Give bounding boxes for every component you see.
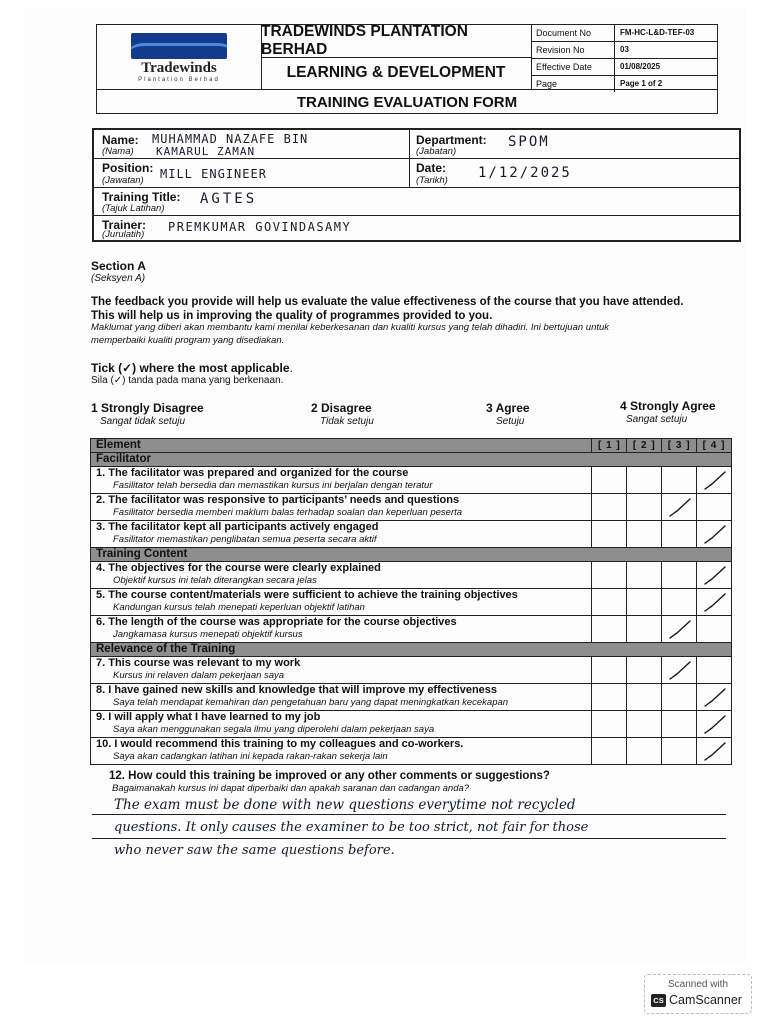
answer-line (92, 838, 726, 839)
evaluation-table (90, 438, 732, 765)
intro-text-ms-1: Maklumat yang diberi akan membantu kami menilai keberkesanan dan kualiti kursus yang telah dihadiri. Ini bertujuan untuk (91, 322, 610, 333)
rating-cell-1[interactable] (591, 711, 626, 737)
meta-key: Document No (531, 25, 615, 41)
scale-1 (91, 401, 204, 427)
category-label: Training Content (96, 548, 188, 560)
rating-cell-4[interactable] (696, 684, 731, 710)
header-col-2: [ 2 ] (626, 439, 661, 452)
rating-cell-4[interactable] (696, 738, 731, 764)
rating-cell-2[interactable] (626, 494, 661, 520)
item-text: 6. The length of the course was appropriate for the course objectives (96, 616, 457, 628)
intro-text-ms-2: memperbaiki kualiti program yang disediakan. (91, 335, 285, 346)
name-label: Name: (102, 133, 139, 147)
table-row (91, 684, 731, 711)
item-text-ms: Fasilitator bersedia memberi maklum balas terhadap soalan dan keperluan peserta (113, 507, 463, 518)
item-description (91, 562, 591, 588)
camscanner-text: CamScanner (669, 993, 742, 1007)
rating-cell-4[interactable] (696, 589, 731, 615)
rating-cell-1[interactable] (591, 657, 626, 683)
meta-row (531, 25, 717, 42)
item-text-ms: Saya telah mendapat kemahiran dan pengetahuan baru yang dapat meningkatkan kecekapan (113, 697, 509, 708)
tick-mark-icon (704, 687, 726, 707)
rating-cell-2[interactable] (626, 616, 661, 642)
rating-cell-3[interactable] (661, 494, 696, 520)
meta-row (531, 42, 717, 59)
meta-value: 01/08/2025 (620, 62, 661, 71)
table-row (91, 562, 731, 589)
table-category-row (91, 548, 731, 562)
camscanner-icon: CS (651, 994, 666, 1007)
table-row (91, 711, 731, 738)
name-value-line1[interactable]: MUHAMMAD NAZAFE BIN (152, 132, 309, 146)
rating-cell-2[interactable] (626, 467, 661, 493)
info-row-title (94, 187, 739, 216)
position-label: Position: (102, 161, 154, 175)
meta-value: 03 (620, 45, 629, 54)
q12-answer-line2[interactable]: questions. It only causes the examiner to be too strict, not fair for those (114, 820, 589, 835)
scale-2 (311, 401, 374, 427)
form-title: TRAINING EVALUATION FORM (97, 89, 717, 114)
header-element: Element (96, 439, 141, 451)
scale-label: 2 Disagree (311, 401, 372, 415)
meta-value: Page 1 of 2 (620, 79, 663, 88)
category-label: Facilitator (96, 453, 151, 465)
header-col-3: [ 3 ] (661, 439, 696, 452)
rating-cell-1[interactable] (591, 494, 626, 520)
info-row-trainer (94, 215, 739, 240)
department-name: LEARNING & DEVELOPMENT (261, 57, 532, 89)
item-description (91, 494, 591, 520)
item-text: 5. The course content/materials were sufficient to achieve the training objectives (96, 589, 518, 601)
company-logo (97, 25, 262, 89)
rating-cell-3[interactable] (661, 589, 696, 615)
rating-cell-1[interactable] (591, 467, 626, 493)
item-text-ms: Jangkamasa kursus menepati objektif kursus (113, 629, 303, 640)
meta-key: Revision No (531, 42, 615, 58)
item-text-ms: Saya akan menggunakan segala ilmu yang diperolehi dalam pekerjaan saya (113, 724, 435, 735)
item-text: 1. The facilitator was prepared and organized for the course (96, 467, 409, 479)
position-label-ms: (Jawatan) (102, 175, 144, 186)
date-label-ms: (Tarikh) (416, 175, 448, 186)
scale-4 (620, 399, 716, 425)
tick-mark-icon (704, 741, 726, 761)
item-text: 7. This course was relevant to my work (96, 657, 301, 669)
document-meta (531, 25, 717, 89)
item-text: 9. I will apply what I have learned to my job (96, 711, 321, 723)
item-text: 2. The facilitator was responsive to participants’ needs and questions (96, 494, 460, 506)
rating-cell-4[interactable] (696, 657, 731, 683)
item-description (91, 467, 591, 493)
q12-question-ms: Bagaimanakah kursus ini dapat diperbaiki dan apakah saranan dan cadangan anda? (112, 783, 470, 794)
meta-row (531, 59, 717, 76)
rating-cell-2[interactable] (626, 657, 661, 683)
item-text-ms: Saya akan cadangkan latihan ini kepada rakan-rakan sekerja lain (113, 751, 388, 762)
table-header (91, 439, 731, 453)
tick-mark-icon (704, 565, 726, 585)
training-title-label: Training Title: (102, 190, 181, 204)
camscanner-watermark (644, 974, 752, 1014)
scanned-with-text: Scanned with (667, 979, 729, 990)
date-value[interactable]: 1/12/2025 (478, 165, 572, 181)
rating-cell-4[interactable] (696, 467, 731, 493)
table-row (91, 616, 731, 643)
table-category-row (91, 453, 731, 467)
tick-mark-icon (669, 497, 691, 517)
category-label: Relevance of the Training (96, 643, 236, 655)
meta-key: Effective Date (531, 59, 615, 75)
item-text-ms: Fasilitator memastikan penglibatan semua peserta secara aktif (113, 534, 377, 545)
tick-instruction (91, 361, 293, 375)
item-text-ms: Objektif kursus ini telah diterangkan secara jelas (113, 575, 317, 586)
rating-cell-3[interactable] (661, 562, 696, 588)
trainer-label: Trainer: (102, 218, 147, 232)
intro-text-2: This will help us in improving the quality of programmes provided to you. (91, 310, 493, 322)
table-row (91, 589, 731, 616)
scale-label: 4 Strongly Agree (620, 399, 716, 413)
tick-instruction-text: Tick (✓) where the most applicable (91, 361, 290, 375)
item-text: 10. I would recommend this training to my colleagues and co-workers. (96, 738, 464, 750)
rating-cell-2[interactable] (626, 521, 661, 547)
item-description (91, 521, 591, 547)
info-row-position (94, 158, 739, 188)
rating-cell-2[interactable] (626, 738, 661, 764)
tick-mark-icon (704, 592, 726, 612)
rating-cell-3[interactable] (661, 657, 696, 683)
table-row (91, 521, 731, 548)
section-title-ms: (Seksyen A) (91, 273, 146, 284)
item-description (91, 684, 591, 710)
logo-subtitle: Plantation Berhad (138, 77, 220, 83)
rating-cell-4[interactable] (696, 562, 731, 588)
rating-cell-1[interactable] (591, 562, 626, 588)
item-description (91, 711, 591, 737)
training-title-label-ms: (Tajuk Latihan) (102, 203, 165, 214)
table-row (91, 467, 731, 494)
meta-value: FM-HC-L&D-TEF-03 (620, 28, 695, 37)
header-col-1: [ 1 ] (591, 439, 626, 452)
info-row-name (94, 130, 739, 159)
item-text: 4. The objectives for the course were clearly explained (96, 562, 381, 574)
q12-question: 12. How could this training be improved or any other comments or suggestions? (109, 770, 550, 782)
tick-instruction-dot: . (289, 361, 293, 375)
form-header (96, 24, 718, 114)
rating-cell-2[interactable] (626, 711, 661, 737)
scale-label-ms: Tidak setuju (320, 416, 374, 427)
rating-cell-1[interactable] (591, 521, 626, 547)
rating-cell-4[interactable] (696, 494, 731, 520)
rating-cell-2[interactable] (626, 589, 661, 615)
scale-label: 1 Strongly Disagree (91, 401, 204, 415)
item-text-ms: Kursus ini relaven dalam pekerjaan saya (113, 670, 285, 681)
rating-cell-2[interactable] (626, 684, 661, 710)
q12-answer-line3[interactable]: who never saw the same questions before. (114, 843, 395, 858)
meta-key: Page (531, 76, 615, 92)
participant-info (92, 128, 741, 242)
rating-cell-1[interactable] (591, 616, 626, 642)
rating-cell-4[interactable] (696, 521, 731, 547)
tick-instruction-ms: Sila (✓) tanda pada mana yang berkenaan. (91, 375, 284, 386)
answer-line (92, 814, 726, 815)
name-value-line2[interactable]: KAMARUL ZAMAN (156, 145, 256, 158)
company-name: TRADEWINDS PLANTATION BERHAD (261, 25, 532, 58)
department-label: Department: (416, 133, 487, 147)
rating-cell-1[interactable] (591, 684, 626, 710)
logo-name: Tradewinds (141, 60, 217, 76)
item-text-ms: Kandungan kursus telah menepati keperluan objektif latihan (113, 602, 365, 613)
rating-cell-1[interactable] (591, 738, 626, 764)
item-description (91, 738, 591, 764)
position-value[interactable]: MILL ENGINEER (160, 167, 267, 181)
department-value[interactable]: SPOM (508, 134, 550, 150)
name-label-ms: (Nama) (102, 146, 134, 157)
section-title: Section A (91, 259, 146, 273)
q12-answer-line1[interactable]: The exam must be done with new questions everytime not recycled (114, 797, 576, 813)
table-row (91, 738, 731, 764)
rating-cell-3[interactable] (661, 738, 696, 764)
scale-3 (486, 401, 530, 427)
tick-mark-icon (669, 619, 691, 639)
rating-cell-3[interactable] (661, 684, 696, 710)
scale-label: 3 Agree (486, 401, 530, 415)
table-row (91, 657, 731, 684)
rating-cell-3[interactable] (661, 467, 696, 493)
rating-cell-1[interactable] (591, 589, 626, 615)
tick-mark-icon (669, 660, 691, 680)
trainer-label-ms: (Jurulatih) (102, 229, 145, 240)
department-label-ms: (Jabatan) (416, 146, 457, 157)
item-description (91, 589, 591, 615)
item-text-ms: Fasilitator telah bersedia dan memastikan kursus ini berjalan dengan teratur (113, 480, 433, 491)
training-title-value[interactable]: AGTES (200, 191, 258, 207)
item-description (91, 657, 591, 683)
rating-cell-3[interactable] (661, 521, 696, 547)
rating-cell-4[interactable] (696, 711, 731, 737)
scale-label-ms: Setuju (496, 416, 525, 427)
rating-cell-3[interactable] (661, 616, 696, 642)
tick-mark-icon (704, 470, 726, 490)
scale-label-ms: Sangat setuju (626, 414, 688, 425)
rating-cell-3[interactable] (661, 711, 696, 737)
header-col-4: [ 4 ] (696, 439, 731, 452)
item-description (91, 616, 591, 642)
logo-mark-icon (131, 33, 227, 59)
rating-cell-2[interactable] (626, 562, 661, 588)
item-text: 3. The facilitator kept all participants actively engaged (96, 521, 379, 533)
rating-cell-4[interactable] (696, 616, 731, 642)
tick-mark-icon (704, 524, 726, 544)
trainer-value[interactable]: PREMKUMAR GOVINDASAMY (168, 220, 352, 234)
table-row (91, 494, 731, 521)
scale-label-ms: Sangat tidak setuju (100, 416, 186, 427)
table-category-row (91, 643, 731, 657)
tick-mark-icon (704, 714, 726, 734)
item-text: 8. I have gained new skills and knowledge that will improve my effectiveness (96, 684, 498, 696)
intro-text-1: The feedback you provide will help us evaluate the value effectiveness of the course that you have attended. (91, 296, 684, 308)
date-label: Date: (416, 161, 447, 175)
